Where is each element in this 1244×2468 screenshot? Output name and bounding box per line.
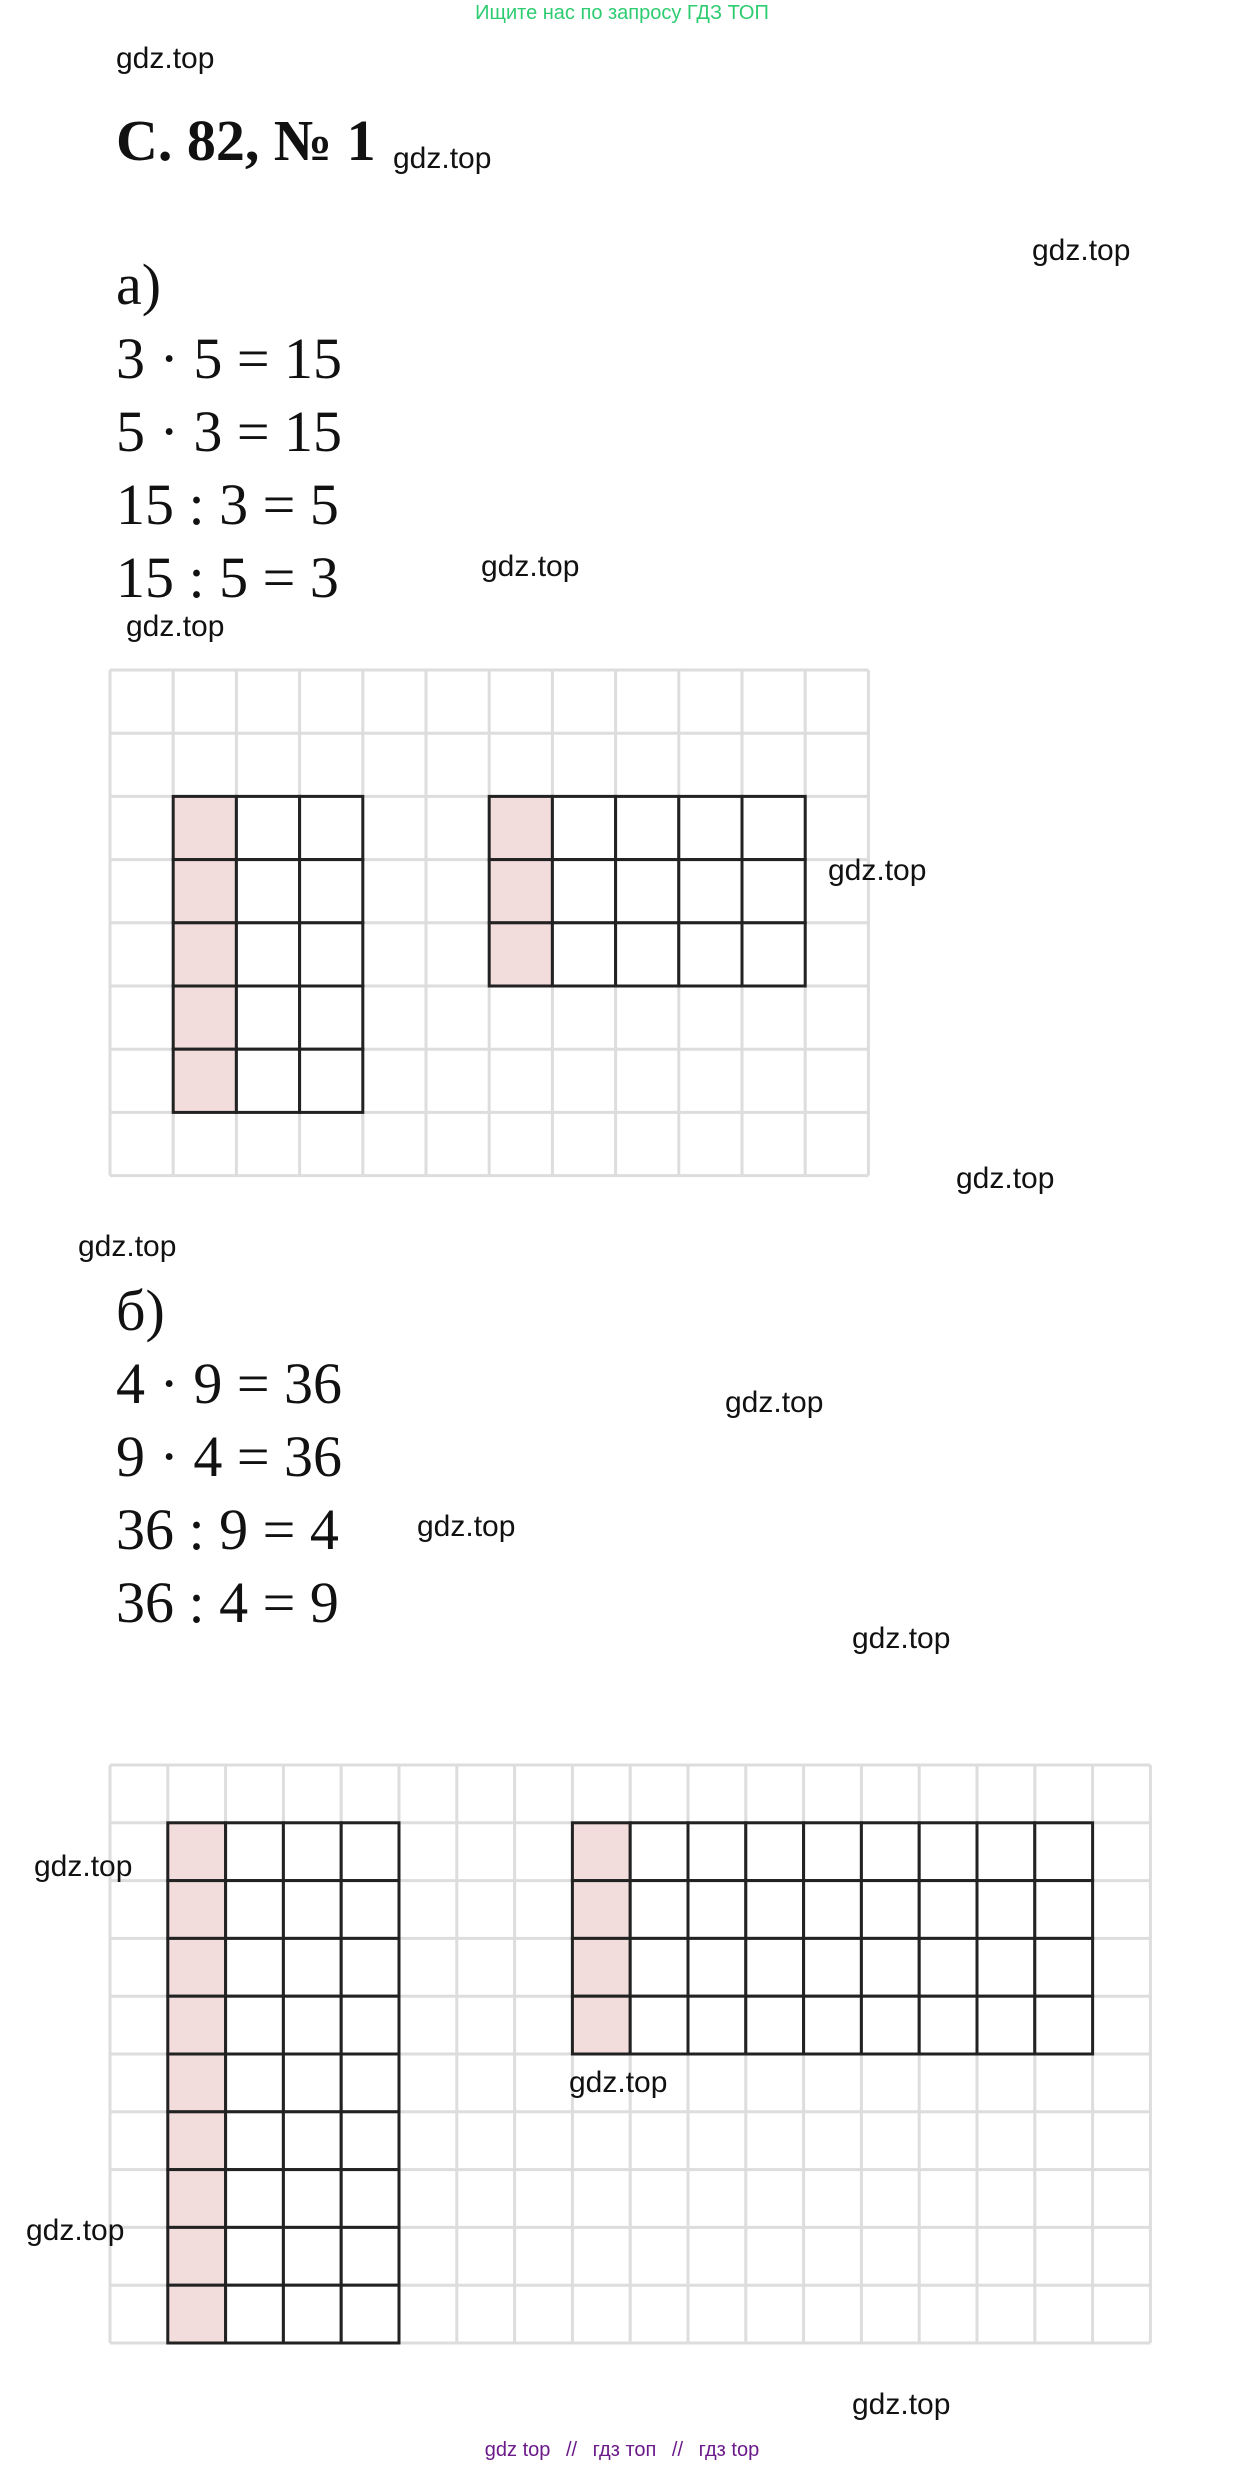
watermark-1: gdz.top — [116, 42, 215, 75]
page-title: С. 82, № 1 — [116, 108, 376, 173]
watermark-4: gdz.top — [481, 550, 580, 583]
array-cell — [341, 2170, 399, 2228]
shaded-cell — [168, 2227, 226, 2285]
array-cell — [630, 1996, 688, 2054]
array-cell — [919, 1881, 977, 1939]
array-cell — [742, 860, 805, 923]
array-cell — [283, 1881, 341, 1939]
array-cell — [804, 1881, 862, 1939]
array-cell — [341, 1881, 399, 1939]
array-cell — [746, 1881, 804, 1939]
array-cell — [861, 1938, 919, 1996]
array-cell — [688, 1823, 746, 1881]
array-cell — [552, 860, 615, 923]
shaded-cell — [173, 986, 236, 1049]
array-cell — [341, 1938, 399, 1996]
array-cell — [630, 1823, 688, 1881]
equation-a-1: 3 · 5 = 15 — [116, 326, 343, 391]
array-cell — [679, 923, 742, 986]
array-cell — [283, 2227, 341, 2285]
array-cell — [236, 1049, 299, 1112]
watermark-6: gdz.top — [828, 854, 927, 887]
equation-a-2: 5 · 3 = 15 — [116, 399, 343, 464]
array-cell — [283, 2170, 341, 2228]
shaded-cell — [489, 796, 552, 859]
footer-separator: // — [565, 2439, 578, 2461]
footer-link-1[interactable]: gdz top — [484, 2439, 551, 2461]
array-cell — [283, 1823, 341, 1881]
array-cell — [283, 1938, 341, 1996]
array-cell — [236, 796, 299, 859]
array-cell — [861, 1881, 919, 1939]
watermark-12: gdz.top — [34, 1850, 133, 1883]
shaded-cell — [572, 1938, 630, 1996]
array-cell — [341, 1823, 399, 1881]
array-cell — [742, 796, 805, 859]
array-cell — [552, 796, 615, 859]
footer-links — [0, 2438, 1244, 2462]
array-cell — [804, 1938, 862, 1996]
search-banner[interactable]: Ищите нас по запросу ГДЗ ТОП — [475, 2, 769, 24]
array-cell — [861, 1823, 919, 1881]
shaded-cell — [168, 1996, 226, 2054]
array-cell — [616, 860, 679, 923]
array-cell — [300, 796, 363, 859]
array-cell — [341, 2054, 399, 2112]
array-cell — [300, 986, 363, 1049]
equation-b-3: 36 : 9 = 4 — [116, 1497, 339, 1562]
array-cell — [226, 1996, 284, 2054]
array-cell — [1035, 1996, 1093, 2054]
watermark-5: gdz.top — [126, 610, 225, 643]
footer-separator: // — [671, 2439, 684, 2461]
array-cell — [300, 860, 363, 923]
watermark-15: gdz.top — [852, 2388, 951, 2421]
array-cell — [804, 1996, 862, 2054]
array-cell — [236, 923, 299, 986]
equation-b-2: 9 · 4 = 36 — [116, 1424, 343, 1489]
array-cell — [804, 1823, 862, 1881]
equation-b-1: 4 · 9 = 36 — [116, 1351, 343, 1416]
array-cell — [226, 1823, 284, 1881]
array-cell — [688, 1881, 746, 1939]
array-cell — [679, 860, 742, 923]
watermark-9: gdz.top — [725, 1386, 824, 1419]
watermark-8: gdz.top — [78, 1230, 177, 1263]
shaded-cell — [572, 1881, 630, 1939]
array-cell — [977, 1823, 1035, 1881]
shaded-cell — [489, 860, 552, 923]
shaded-cell — [173, 1049, 236, 1112]
array-cell — [742, 923, 805, 986]
array-cell — [283, 2285, 341, 2343]
array-cell — [746, 1996, 804, 2054]
array-cell — [341, 2227, 399, 2285]
shaded-cell — [173, 923, 236, 986]
watermark-2: gdz.top — [393, 142, 492, 175]
equation-b-4: 36 : 4 = 9 — [116, 1570, 339, 1635]
array-cell — [300, 1049, 363, 1112]
array-cell — [1035, 1881, 1093, 1939]
watermark-13: gdz.top — [569, 2066, 668, 2099]
array-cell — [1035, 1938, 1093, 1996]
array-cell — [679, 796, 742, 859]
shaded-cell — [572, 1823, 630, 1881]
array-cell — [616, 796, 679, 859]
section-b-label: б) — [116, 1278, 165, 1343]
shaded-cell — [173, 796, 236, 859]
array-cell — [341, 1996, 399, 2054]
array-cell — [919, 1996, 977, 2054]
watermark-3: gdz.top — [1032, 234, 1131, 267]
array-cell — [226, 2054, 284, 2112]
watermark-10: gdz.top — [417, 1510, 516, 1543]
shaded-cell — [168, 1823, 226, 1881]
array-cell — [688, 1996, 746, 2054]
array-cell — [977, 1938, 1035, 1996]
array-cell — [552, 923, 615, 986]
shaded-cell — [168, 1881, 226, 1939]
array-cell — [616, 923, 679, 986]
equation-a-3: 15 : 3 = 5 — [116, 472, 339, 537]
array-cell — [630, 1881, 688, 1939]
shaded-cell — [168, 2170, 226, 2228]
footer-link-2[interactable]: гдз топ — [592, 2439, 657, 2461]
array-cell — [283, 2112, 341, 2170]
grid-figure-a — [110, 670, 900, 1200]
array-cell — [226, 2285, 284, 2343]
watermark-11: gdz.top — [852, 1622, 951, 1655]
array-cell — [226, 2170, 284, 2228]
array-cell — [977, 1881, 1035, 1939]
array-cell — [226, 2227, 284, 2285]
array-cell — [919, 1823, 977, 1881]
array-cell — [236, 986, 299, 1049]
watermark-7: gdz.top — [956, 1162, 1055, 1195]
array-cell — [283, 2054, 341, 2112]
section-a-label: а) — [116, 252, 162, 317]
shaded-cell — [168, 2285, 226, 2343]
shaded-cell — [168, 2112, 226, 2170]
array-cell — [300, 923, 363, 986]
array-cell — [226, 2112, 284, 2170]
array-cell — [341, 2112, 399, 2170]
array-cell — [226, 1938, 284, 1996]
array-cell — [630, 1938, 688, 1996]
shaded-cell — [489, 923, 552, 986]
array-cell — [688, 1938, 746, 1996]
shaded-cell — [168, 2054, 226, 2112]
array-cell — [746, 1823, 804, 1881]
array-cell — [919, 1938, 977, 1996]
array-cell — [1035, 1823, 1093, 1881]
array-cell — [341, 2285, 399, 2343]
array-cell — [226, 1881, 284, 1939]
shaded-cell — [168, 1938, 226, 1996]
watermark-14: gdz.top — [26, 2214, 125, 2247]
array-cell — [746, 1938, 804, 1996]
array-cell — [861, 1996, 919, 2054]
footer-link-3[interactable]: гдз top — [698, 2439, 760, 2461]
shaded-cell — [572, 1996, 630, 2054]
array-cell — [977, 1996, 1035, 2054]
shaded-cell — [173, 860, 236, 923]
equation-a-4: 15 : 5 = 3 — [116, 545, 339, 610]
array-cell — [283, 1996, 341, 2054]
array-cell — [236, 860, 299, 923]
